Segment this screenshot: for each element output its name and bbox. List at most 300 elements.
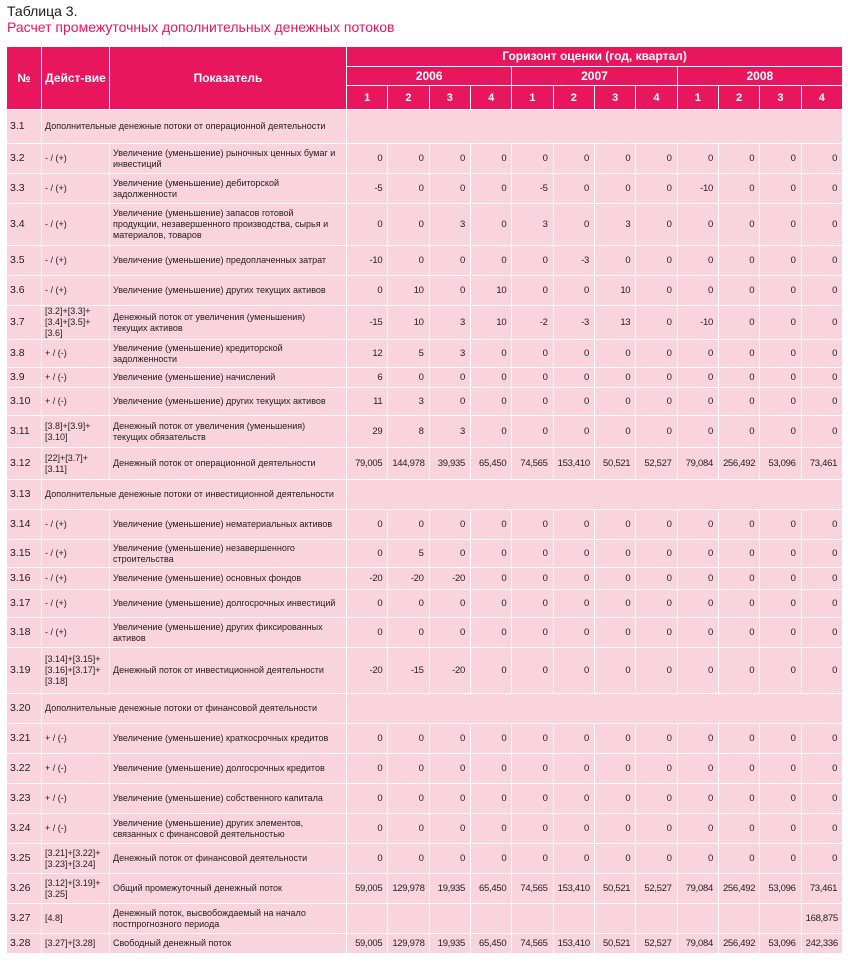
row-action: [22]+[3.7]+[3.11] <box>42 448 110 480</box>
value-cell: 0 <box>594 814 635 844</box>
value-cell: 0 <box>718 144 759 174</box>
value-cell: 0 <box>636 368 677 388</box>
row-action: + / (-) <box>42 724 110 754</box>
value-cell: 0 <box>594 416 635 448</box>
table-row <box>7 540 843 568</box>
row-indicator: Увеличение (уменьшение) других фиксированных активов <box>110 618 347 648</box>
row-number: 3.12 <box>7 448 42 480</box>
value-cell: 0 <box>594 340 635 368</box>
row-indicator: Увеличение (уменьшение) собственного капитала <box>110 784 347 814</box>
table-row <box>7 144 843 174</box>
row-number: 3.2 <box>7 144 42 174</box>
value-cell: 0 <box>801 754 842 784</box>
table-row <box>7 874 843 904</box>
header-quarter: 4 <box>470 86 511 110</box>
value-cell: 0 <box>677 340 718 368</box>
header-quarter: 1 <box>347 86 388 110</box>
section-label: Дополнительные денежные потоки от операционной деятельности <box>42 110 347 144</box>
value-cell: 0 <box>512 540 553 568</box>
value-cell: 0 <box>429 784 470 814</box>
value-cell: 0 <box>553 724 594 754</box>
value-cell: 0 <box>718 540 759 568</box>
header-year: 2008 <box>677 66 842 86</box>
value-cell: 0 <box>347 784 388 814</box>
value-cell: 0 <box>636 174 677 204</box>
value-cell: 0 <box>470 724 511 754</box>
value-cell: 79,005 <box>347 448 388 480</box>
value-cell: 50,521 <box>594 448 635 480</box>
value-cell: 0 <box>388 844 429 874</box>
value-cell: 0 <box>718 784 759 814</box>
value-cell: 0 <box>388 784 429 814</box>
header-quarter: 3 <box>429 86 470 110</box>
row-number: 3.26 <box>7 874 42 904</box>
row-indicator: Увеличение (уменьшение) основных фондов <box>110 568 347 590</box>
value-cell: 0 <box>636 510 677 540</box>
value-cell: 0 <box>553 510 594 540</box>
value-cell: 0 <box>553 540 594 568</box>
row-number: 3.13 <box>7 480 42 510</box>
value-cell: 0 <box>388 814 429 844</box>
value-cell: 0 <box>636 724 677 754</box>
value-cell: 0 <box>347 724 388 754</box>
table-subtitle: Расчет промежуточных дополнительных денежных потоков <box>7 19 395 35</box>
value-cell: 6 <box>347 368 388 388</box>
value-cell: 0 <box>388 590 429 618</box>
value-cell: 0 <box>801 144 842 174</box>
header-action: Дейст-вие <box>42 47 110 110</box>
value-cell: 0 <box>594 754 635 784</box>
value-cell: 0 <box>594 246 635 276</box>
value-cell: 53,096 <box>760 448 801 480</box>
row-action: + / (-) <box>42 340 110 368</box>
value-cell: 10 <box>388 306 429 340</box>
value-cell: 0 <box>388 368 429 388</box>
value-cell: 0 <box>512 590 553 618</box>
value-cell: 0 <box>388 144 429 174</box>
value-cell: 65,450 <box>470 874 511 904</box>
value-cell: 0 <box>636 416 677 448</box>
row-indicator: Увеличение (уменьшение) предоплаченных затрат <box>110 246 347 276</box>
value-cell: 0 <box>429 618 470 648</box>
value-cell: 0 <box>594 784 635 814</box>
value-cell: 79,084 <box>677 448 718 480</box>
value-cell: 0 <box>677 144 718 174</box>
header-quarter: 2 <box>553 86 594 110</box>
value-cell: 0 <box>512 368 553 388</box>
value-cell: 10 <box>470 306 511 340</box>
value-cell: 0 <box>760 306 801 340</box>
value-cell: 0 <box>429 174 470 204</box>
row-action: + / (-) <box>42 388 110 416</box>
value-cell: -15 <box>347 306 388 340</box>
value-cell: 0 <box>677 784 718 814</box>
row-indicator: Денежный поток, высвобождаемый на начало постпрогнозного периода <box>110 904 347 934</box>
section-empty-cells <box>347 480 843 510</box>
value-cell: 0 <box>470 340 511 368</box>
value-cell: 65,450 <box>470 448 511 480</box>
value-cell: 0 <box>388 174 429 204</box>
row-number: 3.21 <box>7 724 42 754</box>
value-cell: 0 <box>594 368 635 388</box>
row-number: 3.16 <box>7 568 42 590</box>
value-cell: 0 <box>760 246 801 276</box>
row-indicator: Общий промежуточный денежный поток <box>110 874 347 904</box>
value-cell: 0 <box>677 368 718 388</box>
header-quarter: 1 <box>512 86 553 110</box>
value-cell: 11 <box>347 388 388 416</box>
value-cell: 0 <box>470 814 511 844</box>
row-number: 3.15 <box>7 540 42 568</box>
table-row <box>7 814 843 844</box>
row-action: [3.14]+[3.15]+[3.16]+[3.17]+[3.18] <box>42 648 110 694</box>
value-cell: 256,492 <box>718 934 759 954</box>
value-cell: -5 <box>347 174 388 204</box>
value-cell: 0 <box>718 246 759 276</box>
row-number: 3.5 <box>7 246 42 276</box>
table-row <box>7 306 843 340</box>
value-cell: 0 <box>429 844 470 874</box>
value-cell: 0 <box>677 618 718 648</box>
value-cell: 0 <box>636 618 677 648</box>
table-row <box>7 174 843 204</box>
row-indicator: Денежный поток от увеличения (уменьшения) текущих обязательств <box>110 416 347 448</box>
value-cell: 0 <box>388 724 429 754</box>
value-cell: 0 <box>760 648 801 694</box>
value-cell: 0 <box>760 814 801 844</box>
value-cell: 0 <box>636 814 677 844</box>
value-cell: 0 <box>760 618 801 648</box>
value-cell: 0 <box>347 276 388 306</box>
value-cell: 256,492 <box>718 874 759 904</box>
value-cell: 129,978 <box>388 934 429 954</box>
value-cell: 50,521 <box>594 874 635 904</box>
value-cell <box>636 904 677 934</box>
value-cell: 0 <box>512 754 553 784</box>
row-number: 3.22 <box>7 754 42 784</box>
value-cell: 0 <box>760 510 801 540</box>
value-cell: 0 <box>718 306 759 340</box>
value-cell: 0 <box>470 368 511 388</box>
value-cell: 0 <box>718 340 759 368</box>
row-indicator: Денежный поток от операционной деятельности <box>110 448 347 480</box>
value-cell: 0 <box>347 144 388 174</box>
value-cell: 79,084 <box>677 934 718 954</box>
value-cell: 0 <box>760 416 801 448</box>
row-number: 3.24 <box>7 814 42 844</box>
row-indicator: Увеличение (уменьшение) краткосрочных кредитов <box>110 724 347 754</box>
value-cell: 3 <box>429 306 470 340</box>
value-cell: 0 <box>760 276 801 306</box>
value-cell: 52,527 <box>636 448 677 480</box>
value-cell: 0 <box>718 724 759 754</box>
value-cell: 0 <box>801 724 842 754</box>
value-cell: 10 <box>594 276 635 306</box>
value-cell: 0 <box>636 754 677 784</box>
value-cell: 5 <box>388 540 429 568</box>
value-cell: 0 <box>470 618 511 648</box>
value-cell: 53,096 <box>760 874 801 904</box>
value-cell: 0 <box>470 204 511 246</box>
row-indicator: Увеличение (уменьшение) долгосрочных инвестиций <box>110 590 347 618</box>
row-action: - / (+) <box>42 540 110 568</box>
value-cell: 0 <box>553 174 594 204</box>
value-cell: 0 <box>677 388 718 416</box>
table-row <box>7 204 843 246</box>
value-cell: 0 <box>553 754 594 784</box>
value-cell: 0 <box>388 754 429 784</box>
value-cell: 0 <box>512 784 553 814</box>
value-cell: 0 <box>429 368 470 388</box>
row-action: - / (+) <box>42 204 110 246</box>
value-cell: 8 <box>388 416 429 448</box>
value-cell: 0 <box>470 246 511 276</box>
value-cell: 52,527 <box>636 934 677 954</box>
value-cell: 0 <box>594 388 635 416</box>
value-cell: 0 <box>388 510 429 540</box>
value-cell: 0 <box>718 368 759 388</box>
value-cell: 0 <box>677 568 718 590</box>
value-cell: 59,005 <box>347 874 388 904</box>
value-cell: 0 <box>553 388 594 416</box>
row-number: 3.14 <box>7 510 42 540</box>
value-cell: 144,978 <box>388 448 429 480</box>
value-cell: 0 <box>718 814 759 844</box>
value-cell: 0 <box>718 276 759 306</box>
table-row <box>7 480 843 510</box>
row-indicator: Денежный поток от увеличения (уменьшения) текущих активов <box>110 306 347 340</box>
value-cell: 0 <box>470 784 511 814</box>
value-cell: 0 <box>636 204 677 246</box>
value-cell: 0 <box>801 510 842 540</box>
value-cell: 0 <box>677 814 718 844</box>
header-horizon: Горизонт оценки (год, квартал) <box>347 47 843 67</box>
value-cell: 0 <box>347 540 388 568</box>
value-cell: 153,410 <box>553 874 594 904</box>
row-action: - / (+) <box>42 144 110 174</box>
table-row <box>7 618 843 648</box>
value-cell: 256,492 <box>718 448 759 480</box>
value-cell: 3 <box>429 204 470 246</box>
value-cell: 52,527 <box>636 874 677 904</box>
value-cell: 0 <box>718 388 759 416</box>
table-row <box>7 904 843 934</box>
row-number: 3.8 <box>7 340 42 368</box>
value-cell: 10 <box>388 276 429 306</box>
value-cell: 0 <box>636 306 677 340</box>
value-cell: 3 <box>429 416 470 448</box>
value-cell: 0 <box>636 276 677 306</box>
header-quarter: 4 <box>636 86 677 110</box>
value-cell: 0 <box>429 754 470 784</box>
value-cell: 0 <box>388 246 429 276</box>
value-cell: 65,450 <box>470 934 511 954</box>
value-cell: 0 <box>677 416 718 448</box>
value-cell: 0 <box>553 618 594 648</box>
value-cell: 0 <box>718 568 759 590</box>
value-cell: 0 <box>801 388 842 416</box>
value-cell: 242,336 <box>801 934 842 954</box>
row-action: [4.8] <box>42 904 110 934</box>
value-cell: 0 <box>553 144 594 174</box>
value-cell: 0 <box>347 814 388 844</box>
table-row <box>7 784 843 814</box>
value-cell: 0 <box>470 648 511 694</box>
header-year: 2006 <box>347 66 512 86</box>
row-number: 3.23 <box>7 784 42 814</box>
value-cell: 0 <box>760 724 801 754</box>
value-cell: 0 <box>636 540 677 568</box>
value-cell: 0 <box>347 844 388 874</box>
value-cell: 79,084 <box>677 874 718 904</box>
value-cell: 0 <box>760 340 801 368</box>
value-cell: 59,005 <box>347 934 388 954</box>
row-indicator: Увеличение (уменьшение) других элементов, связанных с финансовой деятельностью <box>110 814 347 844</box>
table-caption: Таблица 3. <box>7 3 78 19</box>
value-cell: 0 <box>801 416 842 448</box>
cash-flow-table <box>6 46 843 954</box>
table-row <box>7 844 843 874</box>
table-row <box>7 510 843 540</box>
value-cell: 0 <box>677 204 718 246</box>
table-header <box>7 47 843 110</box>
row-number: 3.25 <box>7 844 42 874</box>
value-cell: 73,461 <box>801 874 842 904</box>
value-cell: -20 <box>429 648 470 694</box>
value-cell: 0 <box>594 540 635 568</box>
table-row <box>7 590 843 618</box>
value-cell: 0 <box>718 510 759 540</box>
value-cell: 0 <box>636 590 677 618</box>
value-cell: 0 <box>388 204 429 246</box>
value-cell: 0 <box>512 568 553 590</box>
value-cell: 0 <box>677 510 718 540</box>
value-cell: 0 <box>512 510 553 540</box>
value-cell: 0 <box>512 276 553 306</box>
value-cell: 0 <box>718 618 759 648</box>
row-indicator: Увеличение (уменьшение) долгосрочных кредитов <box>110 754 347 784</box>
value-cell: 0 <box>429 388 470 416</box>
row-indicator: Денежный поток от инвестиционной деятельности <box>110 648 347 694</box>
value-cell: 129,978 <box>388 874 429 904</box>
value-cell: -20 <box>347 648 388 694</box>
table-row <box>7 276 843 306</box>
value-cell <box>347 904 388 934</box>
value-cell: 0 <box>470 174 511 204</box>
value-cell: 0 <box>636 144 677 174</box>
value-cell: 0 <box>760 844 801 874</box>
value-cell: 0 <box>760 388 801 416</box>
row-action: [3.27]+[3.28] <box>42 934 110 954</box>
value-cell: 0 <box>512 340 553 368</box>
value-cell: 0 <box>512 648 553 694</box>
header-quarter: 3 <box>594 86 635 110</box>
header-quarter: 2 <box>388 86 429 110</box>
table-row <box>7 340 843 368</box>
value-cell: 0 <box>760 368 801 388</box>
row-indicator: Увеличение (уменьшение) дебиторской задолженности <box>110 174 347 204</box>
value-cell: 0 <box>636 340 677 368</box>
row-number: 3.7 <box>7 306 42 340</box>
value-cell: 0 <box>470 540 511 568</box>
value-cell: 0 <box>553 844 594 874</box>
row-number: 3.18 <box>7 618 42 648</box>
value-cell: 0 <box>470 754 511 784</box>
value-cell: 0 <box>470 510 511 540</box>
section-empty-cells <box>347 694 843 724</box>
row-action: - / (+) <box>42 510 110 540</box>
row-action: + / (-) <box>42 754 110 784</box>
table-row <box>7 648 843 694</box>
value-cell: 0 <box>677 540 718 568</box>
value-cell <box>512 904 553 934</box>
value-cell <box>594 904 635 934</box>
table-body <box>7 110 843 954</box>
value-cell: 0 <box>718 844 759 874</box>
value-cell: 74,565 <box>512 874 553 904</box>
row-number: 3.20 <box>7 694 42 724</box>
table-row <box>7 754 843 784</box>
value-cell: 0 <box>553 416 594 448</box>
row-indicator: Свободный денежный поток <box>110 934 347 954</box>
value-cell: 168,875 <box>801 904 842 934</box>
value-cell: 0 <box>760 540 801 568</box>
value-cell: 0 <box>553 276 594 306</box>
row-action: + / (-) <box>42 784 110 814</box>
section-label: Дополнительные денежные потоки от инвестиционной деятельности <box>42 480 347 510</box>
value-cell: 0 <box>553 814 594 844</box>
value-cell: 74,565 <box>512 934 553 954</box>
value-cell: 0 <box>677 724 718 754</box>
row-indicator: Увеличение (уменьшение) рыночных ценных бумаг и инвестиций <box>110 144 347 174</box>
value-cell: 0 <box>677 754 718 784</box>
value-cell: 0 <box>470 144 511 174</box>
row-indicator: Денежный поток от финансовой деятельности <box>110 844 347 874</box>
row-indicator: Увеличение (уменьшение) других текущих активов <box>110 388 347 416</box>
value-cell <box>553 904 594 934</box>
value-cell: 0 <box>677 648 718 694</box>
value-cell: 0 <box>718 590 759 618</box>
header-indicator: Показатель <box>110 47 347 110</box>
value-cell: 3 <box>388 388 429 416</box>
value-cell: 0 <box>512 416 553 448</box>
value-cell: 0 <box>760 204 801 246</box>
header-quarter: 2 <box>718 86 759 110</box>
row-number: 3.6 <box>7 276 42 306</box>
header-year: 2007 <box>512 66 677 86</box>
value-cell: 0 <box>553 340 594 368</box>
value-cell: -10 <box>347 246 388 276</box>
row-action: [3.8]+[3.9]+[3.10] <box>42 416 110 448</box>
value-cell: 0 <box>636 568 677 590</box>
row-indicator: Увеличение (уменьшение) нематериальных активов <box>110 510 347 540</box>
value-cell: 0 <box>512 388 553 416</box>
value-cell: 0 <box>594 510 635 540</box>
value-cell: 0 <box>512 144 553 174</box>
value-cell: 0 <box>801 784 842 814</box>
value-cell: 0 <box>594 174 635 204</box>
value-cell: 3 <box>594 204 635 246</box>
value-cell: 10 <box>470 276 511 306</box>
value-cell: 19,935 <box>429 934 470 954</box>
value-cell: 0 <box>636 388 677 416</box>
value-cell: 3 <box>429 340 470 368</box>
value-cell: -10 <box>677 174 718 204</box>
value-cell: 0 <box>801 204 842 246</box>
value-cell: -3 <box>553 306 594 340</box>
header-quarter: 4 <box>801 86 842 110</box>
value-cell: 0 <box>512 844 553 874</box>
